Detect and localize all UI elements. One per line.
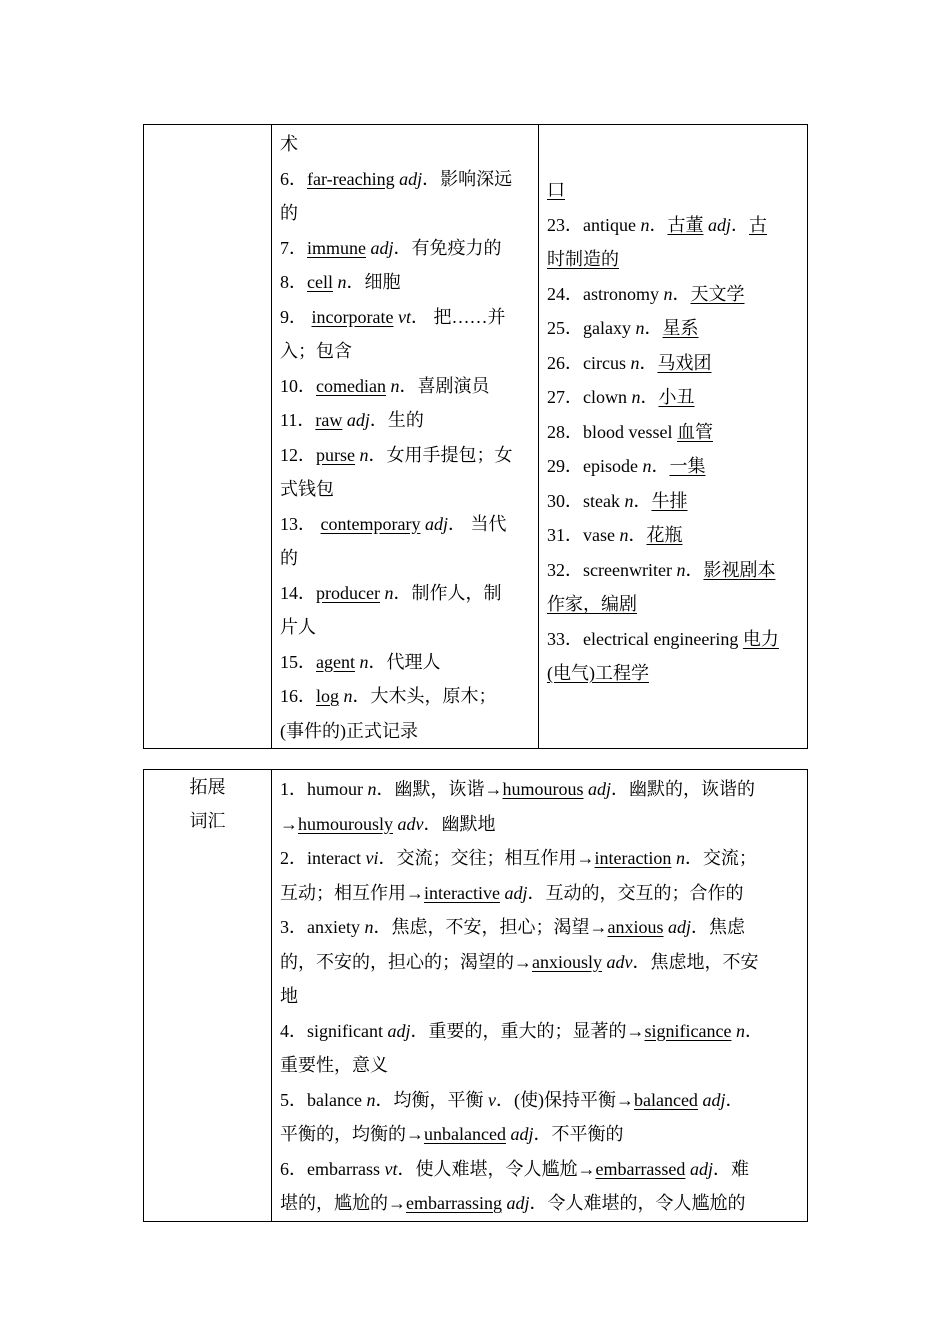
part-of-speech: n [676, 559, 686, 580]
part-of-speech: adj [504, 882, 528, 903]
extended-vocab-line [280, 807, 799, 842]
line-text: 10． [280, 375, 316, 396]
answer-text: log [316, 686, 340, 706]
part-of-speech: n [343, 686, 353, 706]
vocab-middle-line [280, 610, 530, 645]
vocab-list-right [547, 173, 799, 691]
header-line-1: 拓展 [189, 777, 226, 797]
vocab-middle-line [280, 369, 530, 404]
line-text: 31．vase [547, 525, 620, 545]
answer-text: 牛排 [651, 490, 688, 511]
line-text: 的，不安的，担心的；渴望的→ [280, 951, 532, 972]
line-text: ．使人难堪，令人尴尬→ [397, 1158, 596, 1179]
line-text: 术 [280, 134, 298, 154]
part-of-speech: adj [510, 1124, 534, 1144]
line-text: 片人 [280, 617, 316, 637]
vocab-middle-line [280, 162, 530, 197]
part-of-speech: n [640, 214, 650, 235]
vocab-right-line [547, 346, 799, 381]
vocab-right-line [547, 656, 799, 691]
extended-vocab-header [144, 770, 272, 1222]
line-text: ．喜剧演员 [399, 375, 490, 396]
answer-text: producer [316, 582, 380, 603]
line-text: 7． [280, 237, 307, 258]
part-of-speech: n [337, 272, 347, 292]
extended-vocab-line [280, 1117, 799, 1152]
line-text: 25．galaxy [547, 318, 636, 338]
answer-text: anxious [607, 917, 664, 937]
line-text: 1．humour [280, 779, 368, 799]
vocab-right-line [547, 208, 799, 243]
part-of-speech: v [487, 1089, 496, 1110]
line-text: 互动；相互作用→ [280, 882, 424, 903]
vocab-middle-line [280, 576, 530, 611]
answer-text: 电力 [742, 628, 779, 649]
line-text: 的 [280, 203, 298, 223]
line-text: ．女用手提包；女 [368, 444, 513, 465]
line-text: 9． [280, 306, 312, 327]
vocab-middle-line [280, 472, 530, 507]
answer-text: humourously [298, 813, 394, 834]
vocab-middle-line [280, 196, 530, 231]
extended-vocab-line [280, 1083, 799, 1118]
line-text: ． [651, 456, 670, 476]
part-of-speech: adj [707, 214, 731, 235]
answer-text: 口 [547, 180, 565, 200]
extended-vocab-line [280, 772, 799, 807]
line-text: ． [744, 1020, 763, 1041]
vocab-middle-line [280, 127, 530, 162]
part-of-speech: vt [397, 306, 411, 327]
line-text: ．影响深远 [422, 168, 513, 189]
vocab-right-line [547, 415, 799, 450]
line-text: 12． [280, 444, 316, 465]
part-of-speech: n [675, 848, 685, 868]
answer-text: interactive [424, 882, 500, 903]
answer-text: unbalanced [424, 1124, 506, 1144]
line-text: ． 把……并 [410, 306, 506, 327]
answer-text: 天文学 [690, 283, 745, 304]
line-text: 平衡的，均衡的→ [280, 1124, 424, 1144]
vocab-right-line [547, 242, 799, 277]
vocab-table-continued [143, 124, 808, 749]
line-text: 28．blood vessel [547, 421, 677, 442]
line-text: ．生的 [369, 410, 424, 430]
part-of-speech: n [642, 456, 652, 476]
line-text: ．焦虑，不安，担心；渴望→ [373, 917, 608, 937]
line-text: 16． [280, 686, 316, 706]
answer-text: significance [644, 1020, 732, 1041]
line-text: 堪的，尴尬的→ [280, 1193, 406, 1213]
answer-text: embarrassed [595, 1158, 686, 1179]
answer-text: balanced [633, 1089, 698, 1110]
answer-text: 花瓶 [646, 525, 683, 545]
line-text: ．(使)保持平衡→ [495, 1089, 634, 1110]
answer-text: humourous [502, 779, 584, 799]
line-text: 24．astronomy [547, 283, 664, 304]
line-text: 13． [280, 513, 321, 534]
answer-text: incorporate [311, 306, 394, 327]
part-of-speech: adj [387, 1020, 411, 1041]
answer-text: interaction [594, 848, 672, 868]
vocab-right-line [547, 449, 799, 484]
answer-text: 小丑 [658, 387, 695, 407]
line-text: ．代理人 [368, 651, 441, 672]
part-of-speech: adj [667, 917, 691, 937]
extended-vocab-table [143, 769, 808, 1222]
line-text: 26．circus [547, 352, 631, 373]
part-of-speech: adj [370, 237, 394, 258]
answer-text: (电气)工程学 [547, 663, 649, 683]
line-text: ．均衡，平衡 [375, 1089, 488, 1110]
line-text: ．难 [712, 1158, 749, 1179]
answer-text: 马戏团 [657, 352, 712, 373]
vocab-right-line [547, 518, 799, 553]
line-text: ． [731, 214, 749, 235]
line-text: ．有免疫力的 [393, 237, 502, 258]
part-of-speech: n [359, 444, 369, 465]
vocab-middle-line [280, 334, 530, 369]
answer-text: 血管 [677, 421, 713, 442]
line-text: ． [640, 387, 659, 407]
answer-text: cell [307, 272, 333, 292]
part-of-speech: n [631, 387, 641, 407]
vocab-right-line [547, 311, 799, 346]
line-text: 30．steak [547, 490, 625, 511]
line-text: ． [672, 283, 691, 304]
line-text: (事件的)正式记录 [280, 720, 418, 741]
extended-vocab-line [280, 945, 799, 980]
line-text: ． [639, 352, 658, 373]
line-text: 4．significant [280, 1020, 388, 1041]
vocab-right-line [547, 622, 799, 657]
part-of-speech: n [663, 283, 673, 304]
part-of-speech: n [624, 490, 634, 511]
line-text: 地 [280, 986, 298, 1006]
part-of-speech: vt [384, 1158, 398, 1179]
answer-text: 一集 [669, 456, 706, 476]
line-text: ． [685, 559, 704, 580]
vocab-middle-line [280, 265, 530, 300]
part-of-speech: n [735, 1020, 745, 1041]
part-of-speech: n [359, 651, 369, 672]
vocab-right-line [547, 380, 799, 415]
part-of-speech: adj [399, 168, 423, 189]
part-of-speech: adj [689, 1158, 713, 1179]
line-text: ．幽默的，诙谐的 [611, 779, 756, 799]
part-of-speech: n [390, 375, 400, 396]
blank-line [547, 127, 799, 173]
vocab-middle-line [280, 438, 530, 473]
answer-text: 古 [749, 214, 767, 235]
line-text: ． [633, 490, 652, 511]
line-text: ．重要的，重大的；显著的→ [410, 1020, 645, 1041]
part-of-speech: adv [397, 813, 424, 834]
vocab-middle-line [280, 403, 530, 438]
vocab-list-middle [280, 127, 530, 748]
part-of-speech: adv [606, 951, 633, 972]
answer-text: 作家，编剧 [547, 594, 637, 614]
vocab-right-line [547, 484, 799, 519]
part-of-speech: adj [588, 779, 612, 799]
line-text: 2．interact [280, 848, 366, 868]
line-text: ．焦虑地，不安 [632, 951, 759, 972]
vocab-middle-line [280, 645, 530, 680]
extended-vocab-line [280, 1048, 799, 1083]
line-text: 的 [280, 548, 298, 568]
header-line-2: 词汇 [189, 811, 226, 831]
vocab-middle-line [280, 300, 530, 335]
extended-vocab-line [280, 1152, 799, 1187]
line-text: 6． [280, 168, 307, 189]
part-of-speech: adj [424, 513, 448, 534]
extended-vocab-list [280, 772, 799, 1221]
vocab-middle-line [280, 507, 530, 542]
extended-vocab-content [272, 770, 808, 1222]
line-text: 6．embarrass [280, 1158, 385, 1179]
line-text: 23．antique [547, 214, 641, 235]
extended-vocab-line [280, 910, 799, 945]
vocab-right-line [547, 587, 799, 622]
vocab-right-line [547, 553, 799, 588]
answer-text: raw [315, 410, 343, 430]
line-text: 32．screenwriter [547, 559, 677, 580]
line-text: 15． [280, 651, 316, 672]
extended-vocab-line [280, 876, 799, 911]
line-text: ．不平衡的 [533, 1124, 624, 1144]
line-text: ．大木头，原木； [352, 686, 497, 706]
answer-text: 星系 [662, 318, 699, 338]
part-of-speech: n [619, 525, 629, 545]
line-text: 33．electrical engineering [547, 628, 743, 649]
part-of-speech: n [630, 352, 640, 373]
label-cell-empty [144, 125, 272, 749]
answer-text: far-reaching [307, 168, 395, 189]
line-text: ．令人难堪的，令人尴尬的 [529, 1193, 746, 1213]
part-of-speech: n [635, 318, 645, 338]
vocab-right-line [547, 277, 799, 312]
extended-vocab-line [280, 979, 799, 1014]
vocab-middle-line [280, 231, 530, 266]
line-text: ．制作人，制 [393, 582, 502, 603]
line-text: ．幽默地 [423, 813, 496, 834]
vocab-middle-line [280, 541, 530, 576]
part-of-speech: adj [702, 1089, 726, 1110]
line-text: ． [725, 1089, 744, 1110]
line-text: ．幽默，诙谐→ [376, 779, 503, 799]
part-of-speech: n [364, 917, 374, 937]
extended-vocab-line [280, 1186, 799, 1221]
line-text: ． [628, 525, 647, 545]
line-text: 3．anxiety [280, 917, 365, 937]
part-of-speech: adj [346, 410, 370, 430]
vocab-column-right [539, 125, 808, 749]
answer-text: 时制造的 [547, 249, 619, 269]
answer-text: purse [316, 444, 355, 465]
line-text: ． [644, 318, 663, 338]
part-of-speech: vi [365, 848, 379, 868]
extended-vocab-line [280, 841, 799, 876]
vocab-column-middle [272, 125, 539, 749]
vocab-middle-line [280, 714, 530, 749]
line-text: ． [649, 214, 668, 235]
answer-text: agent [316, 651, 355, 672]
line-text: 29．episode [547, 456, 643, 476]
answer-text: 古董 [667, 214, 704, 235]
line-text: 14． [280, 582, 316, 603]
line-text: 式钱包 [280, 479, 334, 499]
line-text: 11． [280, 410, 316, 430]
answer-text: 影视剧本 [703, 559, 776, 580]
line-text: ．互动的，交互的；合作的 [527, 882, 744, 903]
line-text: 重要性，意义 [280, 1055, 388, 1075]
line-text: 8． [280, 272, 307, 292]
line-text: ．交流；交往；相互作用→ [378, 848, 595, 868]
line-text: ．焦虑 [691, 917, 745, 937]
extended-vocab-line [280, 1014, 799, 1049]
line-text: 27．clown [547, 387, 632, 407]
line-text: 入；包含 [280, 341, 352, 361]
answer-text: contemporary [320, 513, 421, 534]
answer-text: anxiously [532, 951, 602, 972]
line-text: ． 当代 [447, 513, 507, 534]
line-text: 5．balance [280, 1089, 367, 1110]
vocab-right-line [547, 173, 799, 208]
line-text: → [280, 813, 298, 834]
line-text: ．细胞 [346, 272, 401, 292]
answer-text: embarrassing [406, 1193, 502, 1213]
vocab-middle-line [280, 679, 530, 714]
part-of-speech: n [384, 582, 394, 603]
part-of-speech: adj [506, 1193, 530, 1213]
line-text: ．交流； [684, 848, 757, 868]
part-of-speech: n [366, 1089, 376, 1110]
part-of-speech: n [367, 779, 377, 799]
answer-text: immune [307, 237, 366, 258]
answer-text: comedian [316, 375, 386, 396]
